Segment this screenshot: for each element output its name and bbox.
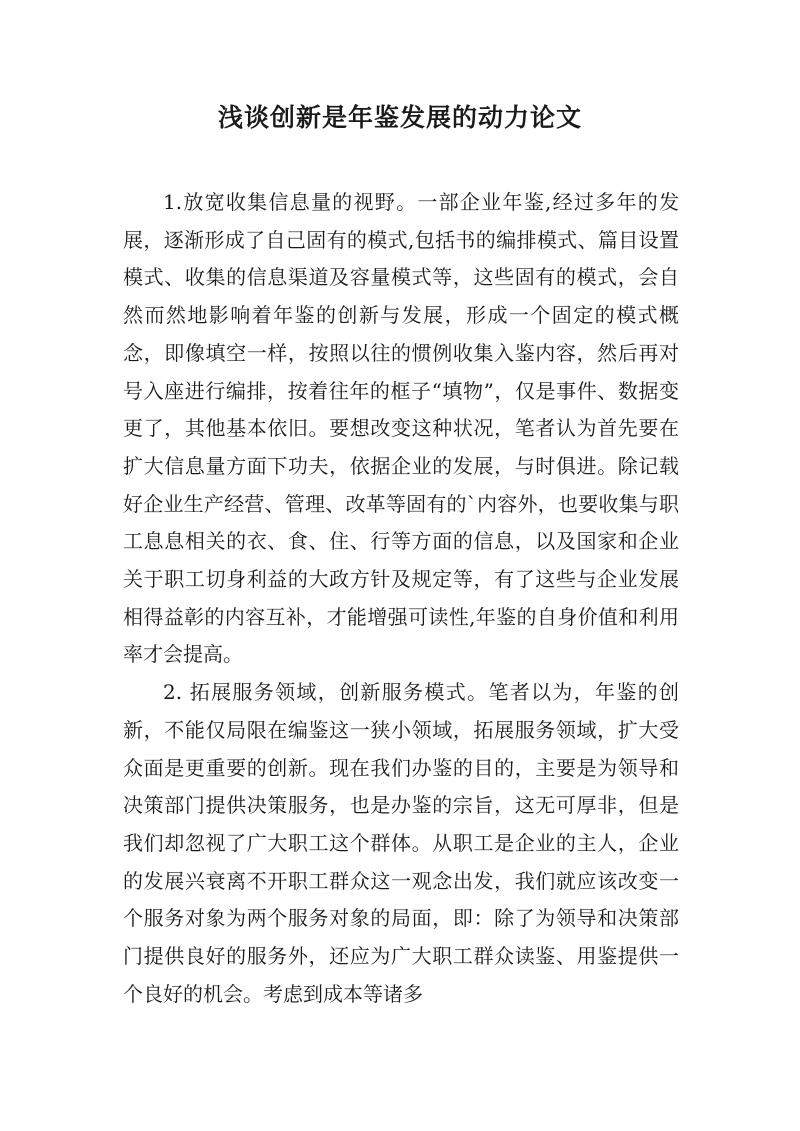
document-body xyxy=(123,184,679,1013)
paragraph-2: 2. 拓展服务领域，创新服务模式。笔者以为，年鉴的创新，不能仅局限在编鉴这一狭小领域，拓展服务领域，扩大受众面是更重要的创新。现在我们办鉴的目的，主要是为领导和决策部门提供决策服务，也是办鉴的宗旨，这无可厚非，但是我们却忽视了广大职工这个群体。从职工是企业的主人，企业的发展兴衰离不开职工群众这一观念出发，我们就应该改变一个服务对象为两个服务对象的局面，即：除了为领导和决策部门提供良好的服务外，还应为广大职工群众读鉴、用鉴提供一个良好的机会。考虑到成本等诸多 xyxy=(123,680,679,1006)
document-title: 浅谈创新是年鉴发展的动力论文 xyxy=(217,103,582,132)
paragraph-1: 1.放宽收集信息量的视野。一部企业年鉴,经过多年的发展，逐渐形成了自己固有的模式,包括书的编排模式、篇目设置模式、收集的信息渠道及容量模式等，这些固有的模式，会自然而然地影响着年鉴的创新与发展，形成一个固定的模式概念，即像填空一样，按照以往的惯例收集入鉴内容，然后再对号入座进行编排，按着往年的框子“填物”，仅是事件、数据变更了，其他基本依旧。要想改变这种状况，笔者认为首先要在扩大信息量方面下功夫，依据企业的发展，与时俱进。除记载好企业生产经营、管理、改革等固有的`内容外，也要收集与职工息息相关的衣、食、住、行等方面的信息，以及国家和企业关于职工切身利益的大政方针及规定等，有了这些与企业发展相得益彰的内容互补，才能增强可读性,年鉴的自身价值和利用率才会提高。 xyxy=(123,190,679,667)
